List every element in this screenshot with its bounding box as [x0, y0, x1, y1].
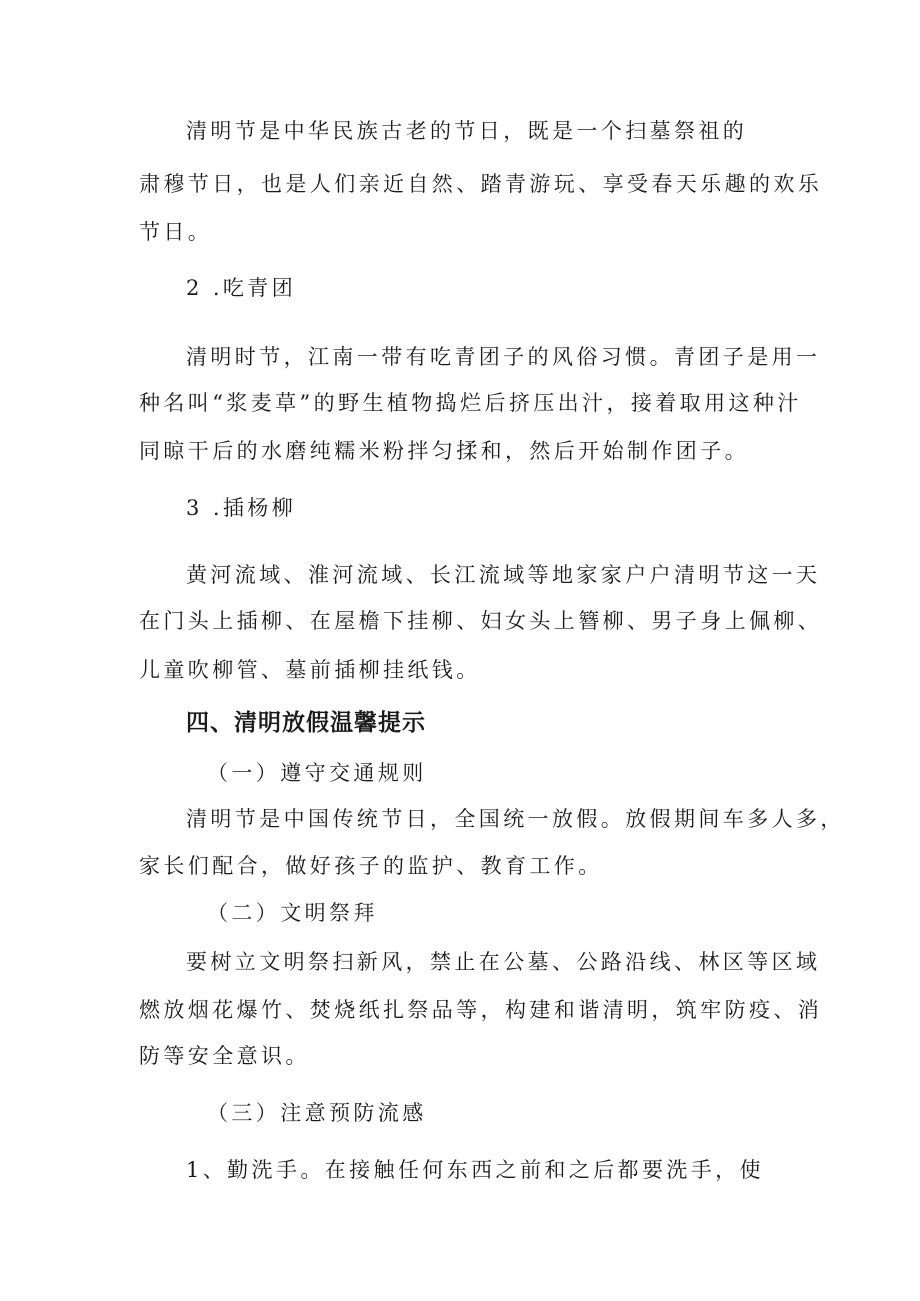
subsection-3-heading: （三）注意预防流感 [207, 1101, 427, 1125]
paragraph-2-line-2: 种名叫“浆麦草”的野生植物捣烂后挤压出汁，接着取用这种汁 [139, 391, 802, 415]
subsection-2-heading: （二）文明祭拜 [207, 901, 378, 925]
item-3-heading: 3 .插杨柳 [186, 496, 297, 520]
section-4-heading: 四、清明放假温馨提示 [186, 710, 426, 736]
paragraph-1-line-2: 肃穆节日，也是人们亲近自然、踏青游玩、享受春天乐趣的欢乐 [139, 172, 823, 196]
paragraph-5-line-1: 要树立文明祭扫新风，禁止在公墓、公路沿线、林区等区域 [186, 950, 821, 974]
paragraph-1-line-3: 节日。 [139, 220, 213, 244]
paragraph-2-line-3: 同晾干后的水磨纯糯米粉拌匀揉和，然后开始制作团子。 [139, 439, 749, 463]
paragraph-5-line-3: 防等安全意识。 [139, 1044, 310, 1068]
paragraph-3-line-3: 儿童吹柳管、墓前插柳挂纸钱。 [139, 658, 481, 682]
paragraph-4-line-1: 清明节是中国传统节日，全国统一放假。放假期间车多人多， [186, 807, 845, 831]
paragraph-4-line-2: 家长们配合，做好孩子的监护、教育工作。 [139, 854, 603, 878]
paragraph-3-line-2: 在门头上插柳、在屋檐下挂柳、妇女头上簪柳、男子身上佩柳、 [139, 609, 823, 633]
paragraph-5-line-2: 燃放烟花爆竹、焚烧纸扎祭品等，构建和谐清明，筑牢防疫、消 [139, 998, 823, 1022]
paragraph-1-line-1: 清明节是中华民族古老的节日，既是一个扫墓祭祖的 [186, 119, 748, 143]
paragraph-3-line-1: 黄河流域、淮河流域、长江流域等地家家户户清明节这一天 [186, 563, 821, 587]
paragraph-6-line-1: 1、勤洗手。在接触任何东西之前和之后都要洗手，使 [186, 1158, 764, 1182]
paragraph-2-line-1: 清明时节，江南一带有吃青团子的风俗习惯。青团子是用一 [186, 345, 821, 369]
item-2-heading: 2 .吃青团 [186, 276, 297, 300]
subsection-1-heading: （一）遵守交通规则 [207, 761, 427, 785]
